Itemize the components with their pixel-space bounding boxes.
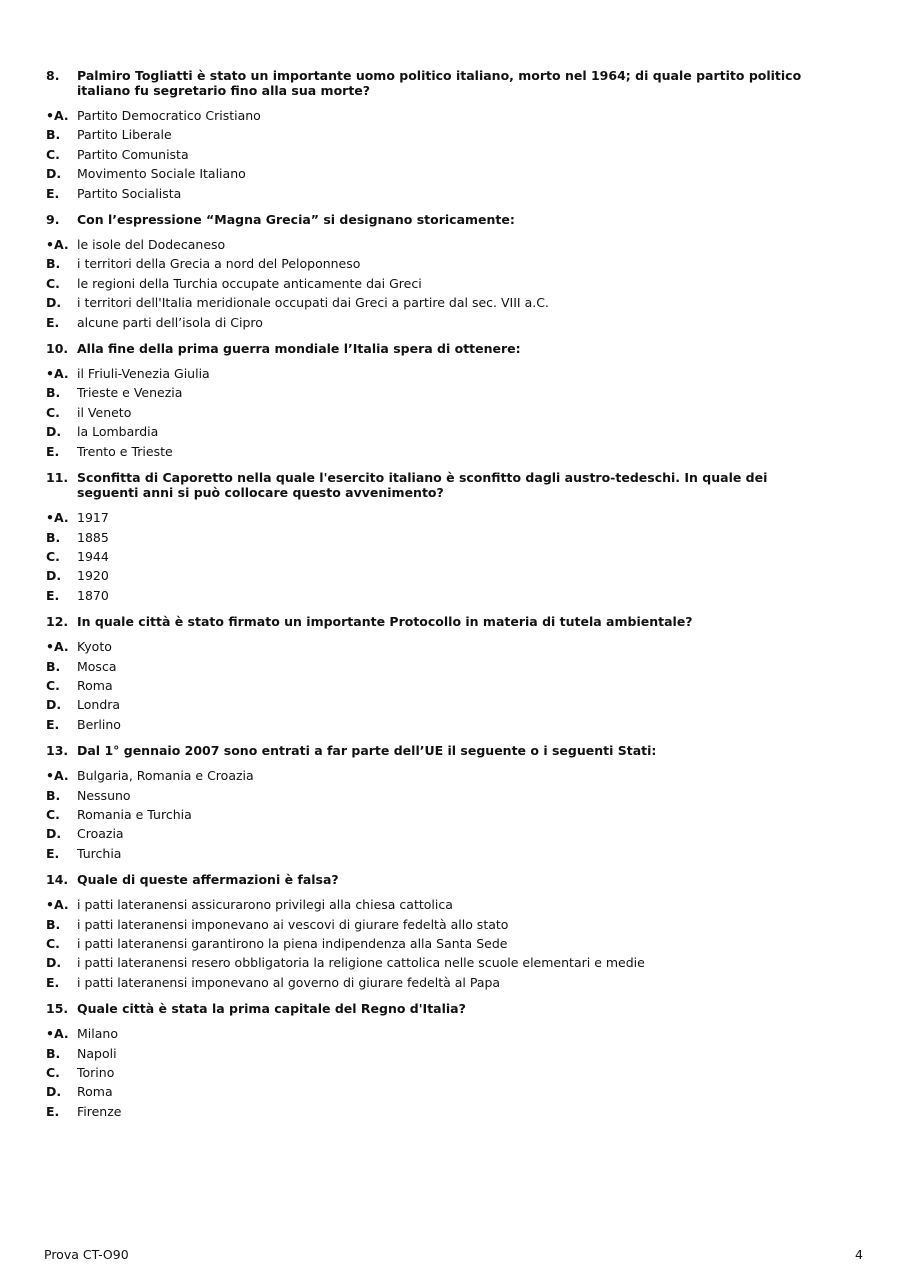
answer-option: [46, 508, 826, 527]
answer-option: [46, 313, 826, 332]
option-letter: B.: [46, 787, 61, 803]
option-text: Bulgaria, Romania e Croazia: [77, 768, 254, 784]
option-text: Partito Liberale: [77, 127, 172, 143]
option-text: Kyoto: [77, 639, 112, 655]
answer-option: [46, 254, 826, 273]
question-number: 15.: [46, 1001, 69, 1017]
question-heading: [46, 1001, 826, 1016]
question-block: [46, 341, 826, 470]
option-letter: E.: [46, 845, 60, 861]
option-text: Mosca: [77, 658, 117, 674]
option-text: 1917: [77, 510, 109, 526]
answer-option: [46, 422, 826, 441]
option-letter: D.: [46, 826, 62, 842]
option-text: Croazia: [77, 826, 124, 842]
question-block: [46, 743, 826, 872]
question-text: Con l’espressione “Magna Grecia” si designano storicamente:: [77, 212, 515, 228]
option-letter: B.: [46, 385, 61, 401]
option-letter: E.: [46, 443, 60, 459]
option-text: i patti lateranensi imponevano ai vescovi di giurare fedeltà allo stato: [77, 916, 509, 932]
question-block: [46, 872, 826, 1001]
option-letter: D.: [46, 568, 62, 584]
answer-option: [46, 637, 826, 656]
answer-option: [46, 403, 826, 422]
option-letter: C.: [46, 936, 60, 951]
answer-option: [46, 586, 826, 605]
option-letter: B.: [46, 658, 61, 674]
option-letter: B.: [46, 916, 61, 932]
footer-doc-code: Prova CT-O90: [44, 1247, 129, 1262]
option-text: i patti lateranensi resero obbligatoria la religione cattolica nelle scuole elementari e medie: [77, 955, 645, 971]
answer-option: [46, 274, 826, 293]
answer-option: [46, 1082, 826, 1101]
option-letter: C.: [46, 548, 60, 564]
answer-option: [46, 1024, 826, 1043]
option-text: Turchia: [77, 845, 122, 861]
answer-option: [46, 953, 826, 972]
footer-page-number: 4: [855, 1247, 863, 1262]
answer-option: [46, 895, 826, 914]
option-letter: •A.: [46, 510, 69, 526]
option-letter: •A.: [46, 237, 69, 253]
question-heading: [46, 743, 826, 758]
option-letter: •A.: [46, 897, 69, 913]
option-letter: C.: [46, 1065, 60, 1081]
question-text: Dal 1° gennaio 2007 sono entrati a far parte dell’UE il seguente o i seguenti Stati:: [77, 743, 657, 759]
answer-option: [46, 805, 826, 824]
answer-option: [46, 1063, 826, 1082]
option-text: Trieste e Venezia: [77, 385, 183, 401]
question-heading: [46, 212, 826, 227]
option-letter: E.: [46, 716, 60, 732]
option-letter: D.: [46, 166, 62, 182]
answer-option: [46, 164, 826, 183]
option-text: il Friuli-Venezia Giulia: [77, 366, 210, 382]
question-number: 10.: [46, 341, 69, 357]
answer-option: [46, 442, 826, 461]
option-letter: B.: [46, 529, 61, 545]
option-text: 1870: [77, 587, 109, 603]
question-block: [46, 614, 826, 743]
question-text: Quale città è stata la prima capitale del Regno d'Italia?: [77, 1001, 466, 1017]
option-letter: D.: [46, 955, 62, 971]
option-letter: C.: [46, 275, 60, 291]
answer-option: [46, 766, 826, 785]
option-letter: •A.: [46, 366, 69, 382]
answer-option: [46, 566, 826, 585]
option-text: Torino: [77, 1065, 115, 1081]
answer-option: [46, 1044, 826, 1063]
answer-option: [46, 364, 826, 383]
answer-option: [46, 383, 826, 402]
question-heading: [46, 872, 826, 887]
option-letter: D.: [46, 424, 62, 440]
option-letter: C.: [46, 404, 60, 420]
answer-option: [46, 547, 826, 566]
answer-option: [46, 973, 826, 992]
answer-option: [46, 676, 826, 695]
option-letter: E.: [46, 587, 60, 603]
answer-option: [46, 844, 826, 863]
question-number: 8.: [46, 68, 60, 83]
question-number: 12.: [46, 614, 69, 630]
question-heading: [46, 68, 826, 98]
option-text: Nessuno: [77, 787, 131, 803]
question-text: Sconfitta di Caporetto nella quale l'esercito italiano è sconfitto dagli austro-tedeschi. In quale dei seguenti anni si può collocare questo avvenimento?: [77, 470, 768, 501]
question-number: 14.: [46, 872, 69, 888]
option-text: i territori della Grecia a nord del Peloponneso: [77, 256, 361, 272]
answer-option: [46, 695, 826, 714]
question-heading: [46, 470, 826, 500]
option-text: Romania e Turchia: [77, 806, 192, 822]
option-text: le isole del Dodecaneso: [77, 237, 226, 253]
answer-option: [46, 528, 826, 547]
option-text: Roma: [77, 1084, 113, 1100]
answer-option: [46, 715, 826, 734]
option-text: i patti lateranensi assicurarono privilegi alla chiesa cattolica: [77, 897, 453, 913]
option-letter: B.: [46, 127, 61, 143]
question-block: [46, 1001, 826, 1130]
question-heading: [46, 614, 826, 629]
question-number: 13.: [46, 743, 69, 759]
option-letter: E.: [46, 974, 60, 990]
option-text: Partito Comunista: [77, 146, 189, 162]
question-block: [46, 470, 826, 614]
question-list: [46, 68, 826, 1130]
option-text: il Veneto: [77, 404, 132, 420]
question-block: [46, 68, 826, 212]
answer-option: [46, 915, 826, 934]
answer-option: [46, 1102, 826, 1121]
question-heading: [46, 341, 826, 356]
option-text: Firenze: [77, 1103, 122, 1119]
option-text: i patti lateranensi imponevano al governo di giurare fedeltà al Papa: [77, 974, 501, 990]
option-text: Roma: [77, 677, 113, 693]
option-text: Trento e Trieste: [77, 443, 173, 459]
option-text: i patti lateranensi garantirono la piena indipendenza alla Santa Sede: [77, 936, 508, 951]
option-letter: E.: [46, 1103, 60, 1119]
answer-option: [46, 184, 826, 203]
question-text: Quale di queste affermazioni è falsa?: [77, 872, 339, 888]
answer-option: [46, 106, 826, 125]
option-letter: C.: [46, 806, 60, 822]
answer-option: [46, 934, 826, 953]
option-letter: D.: [46, 1084, 62, 1100]
option-text: 1944: [77, 548, 109, 564]
option-letter: B.: [46, 256, 61, 272]
question-block: [46, 212, 826, 341]
option-text: Partito Democratico Cristiano: [77, 108, 261, 123]
question-number: 9.: [46, 212, 60, 228]
answer-option: [46, 293, 826, 312]
option-text: 1920: [77, 568, 109, 584]
option-letter: E.: [46, 185, 60, 201]
option-letter: B.: [46, 1045, 61, 1061]
answer-option: [46, 125, 826, 144]
option-letter: •A.: [46, 108, 69, 123]
option-letter: C.: [46, 146, 60, 162]
question-text: Alla fine della prima guerra mondiale l’Italia spera di ottenere:: [77, 341, 521, 357]
answer-option: [46, 786, 826, 805]
option-text: Napoli: [77, 1045, 117, 1061]
option-text: Milano: [77, 1026, 118, 1042]
option-letter: •A.: [46, 1026, 69, 1042]
option-letter: D.: [46, 697, 62, 713]
option-text: Partito Socialista: [77, 185, 182, 201]
question-text: Palmiro Togliatti è stato un importante uomo politico italiano, morto nel 1964; di quale partito politico italiano fu segretario fino alla sua morte?: [77, 68, 802, 98]
option-text: Berlino: [77, 716, 121, 732]
option-text: Londra: [77, 697, 121, 713]
answer-option: [46, 235, 826, 254]
answer-option: [46, 824, 826, 843]
option-text: i territori dell'Italia meridionale occupati dai Greci a partire dal sec. VIII a.C.: [77, 295, 549, 311]
option-text: le regioni della Turchia occupate anticamente dai Greci: [77, 275, 422, 291]
option-text: 1885: [77, 529, 109, 545]
option-letter: C.: [46, 677, 60, 693]
option-letter: •A.: [46, 768, 69, 784]
option-text: la Lombardia: [77, 424, 159, 440]
answer-option: [46, 145, 826, 164]
option-letter: •A.: [46, 639, 69, 655]
option-text: Movimento Sociale Italiano: [77, 166, 246, 182]
option-letter: E.: [46, 314, 60, 330]
option-letter: D.: [46, 295, 62, 311]
option-text: alcune parti dell’isola di Cipro: [77, 314, 263, 330]
question-text: In quale città è stato firmato un importante Protocollo in materia di tutela ambientale?: [77, 614, 693, 630]
question-number: 11.: [46, 470, 69, 486]
answer-option: [46, 657, 826, 676]
